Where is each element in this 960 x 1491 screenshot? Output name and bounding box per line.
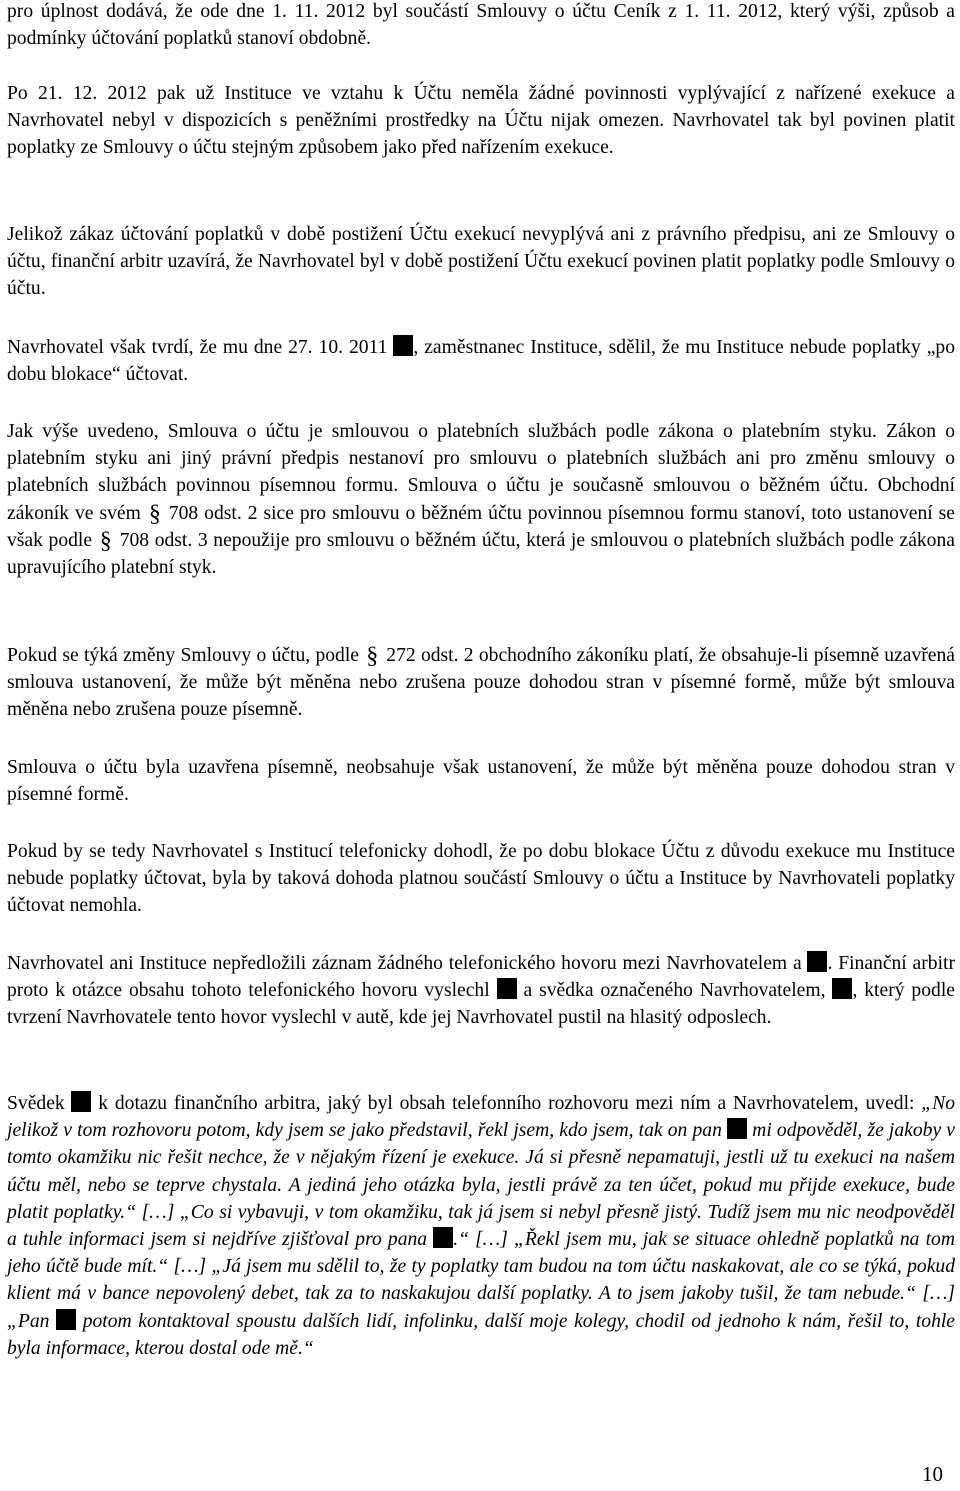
change-text-1: Pokud se týká změny Smlouvy o účtu, podle — [7, 645, 359, 666]
section-sign: § — [366, 643, 379, 669]
payment-text-3: 708 odst. 3 nepoužije pro smlouvu o běžném účtu, která je smlouvou o platebních službách podle zákona upravujícího platební styk. — [7, 529, 955, 579]
page-number: 10 — [922, 1462, 943, 1486]
section-sign: § — [148, 500, 161, 527]
redaction-block — [497, 978, 517, 999]
paragraph-fee-schedule: pro úplnost dodává, že ode dne 1. 11. 2012 byl součástí Smlouvy o účtu Ceník z 1. 11. 2012, který výši, způsob a podmínky účtování poplatků stanoví obdobně. — [7, 1, 955, 50]
section-sign: § — [99, 527, 112, 554]
paragraph-after-exekuce: Po 21. 12. 2012 pak už Instituce ve vztahu k Účtu neměla žádné povinnosti vyplývající z nařízené exekuce a Navrhovatel nebyl v dispozicích s peněžními prostředky na Účtu nijak omezen. Navrhovatel tak byl povinen platit poplatky ze Smlouvy o účtu stejným způsobem jako před nařízením exekuce. — [7, 83, 955, 159]
testimony-text-2: k dotazu finančního arbitra, jaký byl obsah telefonního rozhovoru mezi ním a Navrhovatelem, uvedl: — [98, 1093, 915, 1114]
witness-text-3: a svědka označeného Navrhovatelem, — [523, 980, 826, 1002]
paragraph-contract-change — [7, 642, 955, 724]
testimony-quote-3: .“ […] „Řekl jsem mu, jak se situace ohledně poplatků na tom jeho účtě bude mít.“ […] „Já jsem mu sdělil to, že ty poplatky tam budou na tom účtu naskakovat, ale co se týká, pokud klient má v bance nepovolený debet, tak za to naskakujou další poplatky. A to jsem jakoby tušil, že tam nebude.“ […] „Pan — [7, 1229, 955, 1332]
redaction-block — [727, 1118, 747, 1139]
paragraph-written-contract: Smlouva o účtu byla uzavřena písemně, neobsahuje však ustanovení, že může být měněna pouze dohodou stran v písemné formě. — [7, 757, 955, 806]
payment-text-1: Jak výše uvedeno, Smlouva o účtu je smlouvou o platebních službách podle zákona o platebním styku. Zákon o platebním styku ani jiný právní předpis nestanoví pro smlouvu o platebních službách ani pro změnu smlouvy o platebních službách povinnou písemnou formu. Smlouva o účtu je současně smlouvou o běžném účtu. Obchodní zákoník ve svém — [7, 421, 955, 524]
redaction-block — [433, 1227, 453, 1248]
redaction-block — [56, 1309, 76, 1330]
paragraph-witnesses — [7, 950, 955, 1032]
witness-text-4: , který podle tvrzení Navrhovatele tento hovor vyslechl v autě, kde jej Navrhovatel pustil na hlasitý odposlech. — [7, 980, 955, 1029]
witness-text-1: Navrhovatel ani Instituce nepředložili záznam žádného telefonického hovoru mezi Navrhovatelem a — [7, 953, 802, 974]
payment-text-2: 708 odst. 2 sice pro smlouvu o běžném účtu povinnou písemnou formu stanoví, toto ustanovení se však podle — [7, 502, 955, 551]
paragraph-payment-services — [7, 418, 955, 581]
paragraph-phone-agreement: Pokud by se tedy Navrhovatel s Institucí telefonicky dohodl, že po dobu blokace Účtu z důvodu exekuce mu Instituce nebude poplatky účtovat, byla by taková dohoda platnou součástí Smlouvy o účtu a Instituce by Navrhovateli poplatky účtovat nemohla. — [7, 841, 955, 917]
redaction-block — [393, 335, 413, 356]
paragraph-fee-conclusion: Jelikož zákaz účtování poplatků v době postižení Účtu exekucí nevyplývá ani z právního předpisu, ani ze Smlouvy o účtu, finanční arbitr uzavírá, že Navrhovatel byl v době postižení Účtu exekucí povinen platit poplatky podle Smlouvy o účtu. — [7, 224, 955, 300]
testimony-quote-4: potom kontaktoval spoustu dalších lidí, infolinku, další moje kolegy, chodil od jednoho k nám, řešil to, tohle byla informace, kterou dostal ode mě.“ — [7, 1310, 956, 1359]
testimony-quote-2: mi odpověděl, že jakoby v tomto okamžiku nic řešit nechce, že v nějakým řízení je exekuce. Já si přesně nepamatuji, jestli už tu exekuci na našem účtu měl, nebo se teprve chystala. A jediná jeho otázka byla, jestli právě za ten účet, pokud mu přijde exekuce, bude platit poplatky.“ […] „Co si vybavuji, v tom okamžiku, tak já jsem si nebyl přesně jistý. Tudíž jsem mu nic neodpověděl a tuhle informaci jsem si nejdříve zjišťoval pro pana — [7, 1120, 955, 1251]
change-text-2: 272 odst. 2 obchodního zákoníku platí, že obsahuje-li písemně uzavřená smlouva ustanovení, že může být měněna nebo zrušena pouze dohodou stran v písemné formě, může být smlouva měněna nebo zrušena pouze písemně. — [7, 645, 955, 721]
claim-text-end: , zaměstnanec Instituce, sdělil, že mu Instituce nebude poplatky „po dobu blokace“ účtovat. — [7, 337, 955, 386]
paragraph-testimony — [7, 1090, 955, 1362]
redaction-block — [71, 1091, 91, 1112]
testimony-text-1: Svědek — [7, 1093, 65, 1114]
redaction-block — [807, 951, 827, 972]
paragraph-claim — [7, 334, 955, 388]
witness-text-2: . Finanční arbitr proto k otázce obsahu tohoto telefonického hovoru vyslechl — [7, 953, 955, 1002]
redaction-block — [832, 978, 852, 999]
testimony-quote-1: „No jelikož v tom rozhovoru potom, kdy jsem se jako představil, řekl jsem, kdo jsem, tak on pan — [7, 1093, 956, 1142]
claim-text-start: Navrhovatel však tvrdí, že mu dne 27. 10. 2011 — [7, 337, 388, 358]
